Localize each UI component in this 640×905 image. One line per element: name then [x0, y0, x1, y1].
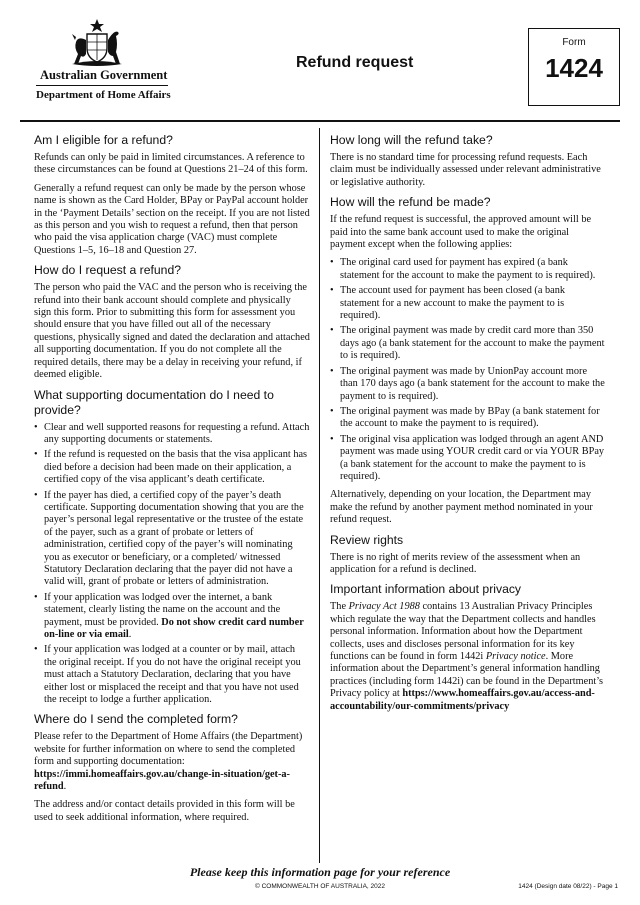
section-heading-howmade: How will the refund be made?	[330, 195, 491, 210]
coat-of-arms-icon	[62, 18, 132, 68]
footer-copyright: © COMMONWEALTH OF AUSTRALIA, 2022	[255, 883, 385, 890]
privacy-policy-link[interactable]: https://www.homeaffairs.gov.au/access-and-accountability/our-commitments/privacy	[330, 688, 595, 712]
column-divider	[319, 128, 320, 863]
section-heading-eligible: Am I eligible for a refund?	[34, 133, 173, 147]
form-number: 1424	[545, 53, 603, 83]
privacy-act-title: Privacy Act 1988	[348, 601, 420, 613]
list-item: • The original visa application was lodged through an agent AND payment was made using YOUR credit card or via YOUR BPay (a bank statement for the account to make the payment to is required).	[330, 434, 606, 484]
list-item: • If the payer has died, a certified copy of the payer’s death certificate. Supporting documentation showing that you are the payer’s personal legal representative or the trustee of the estate of the payer, such as a grant of probate or letters of administration, certified copy of the payer’s will nominating you as executor or beneficiary, or a completed/ witnessed Statutory Declaration declaring that the payer did not have a valid will, grant of probate or letters of administration.	[34, 490, 310, 589]
list-item: • The original card used for payment has expired (a bank statement for the account to make the payment to is required).	[330, 257, 606, 282]
footer-page-info: 1424 (Design date 08/22) - Page 1	[518, 883, 618, 890]
payment-exceptions-list	[330, 257, 606, 483]
footer-note: Please keep this information page for your reference	[189, 865, 451, 879]
list-item: • Clear and well supported reasons for requesting a refund. Attach any supporting documents or statements.	[34, 422, 310, 447]
list-item	[34, 592, 310, 642]
howmade-paragraph-1: If the refund request is successful, the approved amount will be paid into the same bank account used to make the original payment except when the following applies:	[330, 214, 592, 251]
government-name: Australian Government	[40, 68, 168, 82]
section-heading-send: Where do I send the completed form?	[34, 712, 238, 727]
form-number-box	[528, 28, 620, 106]
list-item: • The original payment was made by UnionPay account more than 170 days ago (a bank statement for the account to make the payment to is required).	[330, 366, 606, 403]
left-column	[34, 128, 310, 830]
list-item: • The original payment was made by credit card more than 350 days ago (a bank statement for the account to make the payment to is required).	[330, 325, 606, 362]
header-divider	[36, 85, 168, 86]
documentation-list	[34, 422, 310, 707]
privacy-notice-title: Privacy notice	[485, 651, 546, 662]
privacy-text-1: The	[330, 601, 349, 613]
section-heading-review: Review rights	[330, 532, 404, 547]
list-item-text: If your application was lodged over the internet, a bank statement, clearly listing the name on the account and the payment, must be provided.	[44, 591, 281, 628]
list-item: • If the refund is requested on the basis that the visa applicant has died before a decision had been made on their application, a certified copy of the visa applicant’s death certificate.	[34, 449, 310, 486]
form-label: Form	[562, 37, 586, 48]
section-heading-howlong: How long will the refund take?	[330, 133, 493, 147]
privacy-paragraph	[330, 601, 606, 713]
page-header	[0, 0, 640, 120]
list-item-warning: Do not show credit card number on-line or via email	[44, 616, 304, 640]
send-paragraph-2: The address and/or contact details provided in this form will be used to seek additional information, where required.	[34, 799, 295, 823]
section-heading-privacy: Important information about privacy	[330, 582, 522, 597]
eligible-paragraph-2: Generally a refund request can only be made by the person whose name is shown as the Card Holder, BPay or PayPal account holder in the ‘Payment Details’ section on the receipt. If you are not listed as this person and you wish to request a refund, then that person who paid the visa application charge (VAC) must complete Questions 1–5, 16–18 and Question 27.	[34, 182, 310, 256]
eligible-paragraph-1: Refunds can only be paid in limited circumstances. A reference to these circumstances can be found at Questions 21–24 of this form.	[34, 152, 308, 176]
refund-link[interactable]: https://immi.homeaffairs.gov.au/change-in-situation/get-a-refund	[34, 768, 290, 793]
header-rule	[20, 120, 620, 122]
send-text: Please refer to the Department of Home Affairs (the Department) website for further information on where to send the completed form and supporting documentation:	[34, 731, 303, 768]
list-item: • If your application was lodged at a counter or by mail, attach the original receipt. If you do not have the original receipt you must attach a Statutory Declaration, declaring that you have either lost or misplaced the receipt and that you have not used the receipt to lodge a further application.	[34, 644, 310, 706]
department-name: Department of Home Affairs	[36, 89, 171, 101]
page-title: Refund request	[296, 54, 414, 71]
howlong-paragraph: There is no standard time for processing refund requests. Each claim must be individually assessed under relevant administrative or legislative authority.	[330, 152, 601, 188]
section-heading-documentation: What supporting documentation do I need to provide?	[34, 387, 274, 417]
review-paragraph: There is no right of merits review of the assessment when an application for a refund is declined.	[330, 551, 581, 575]
send-end: .	[63, 781, 67, 793]
section-heading-request: How do I request a refund?	[34, 263, 182, 278]
right-column	[330, 128, 606, 719]
list-item: • The account used for payment has been closed (a bank statement for a new account to make the payment to is required).	[330, 285, 606, 322]
howmade-paragraph-2: Alternatively, depending on your location, the Department may make the refund by another payment method nominated in your refund request.	[330, 489, 593, 526]
privacy-text-2: contains 13 Australian Privacy Principles which regulate the way that the Department collects and handles personal information. Information about how the Department collects, uses and discloses personal information for its key functions can be found in form 1442i	[330, 601, 596, 662]
list-item: • The original payment was made by BPay (a bank statement for the account to make the payment to is required).	[330, 406, 606, 431]
list-item-end: .	[128, 629, 132, 640]
send-paragraph-1	[34, 731, 310, 793]
request-paragraph: The person who paid the VAC and the person who is receiving the refund into their bank account should complete and physically sign this form. Prior to submitting this form for assessment you should ensure that you have filled out all of the necessary questions, physically signed and dated the declaration and attached all supporting documentation. If you do not complete all the required details, there may be a delay in receiving your refund, if deemed eligible.	[34, 282, 310, 381]
privacy-text-3: . More information about the Department’s general information handling practices (including form 1442i) can be found in the Department’s Privacy policy at	[330, 651, 604, 700]
